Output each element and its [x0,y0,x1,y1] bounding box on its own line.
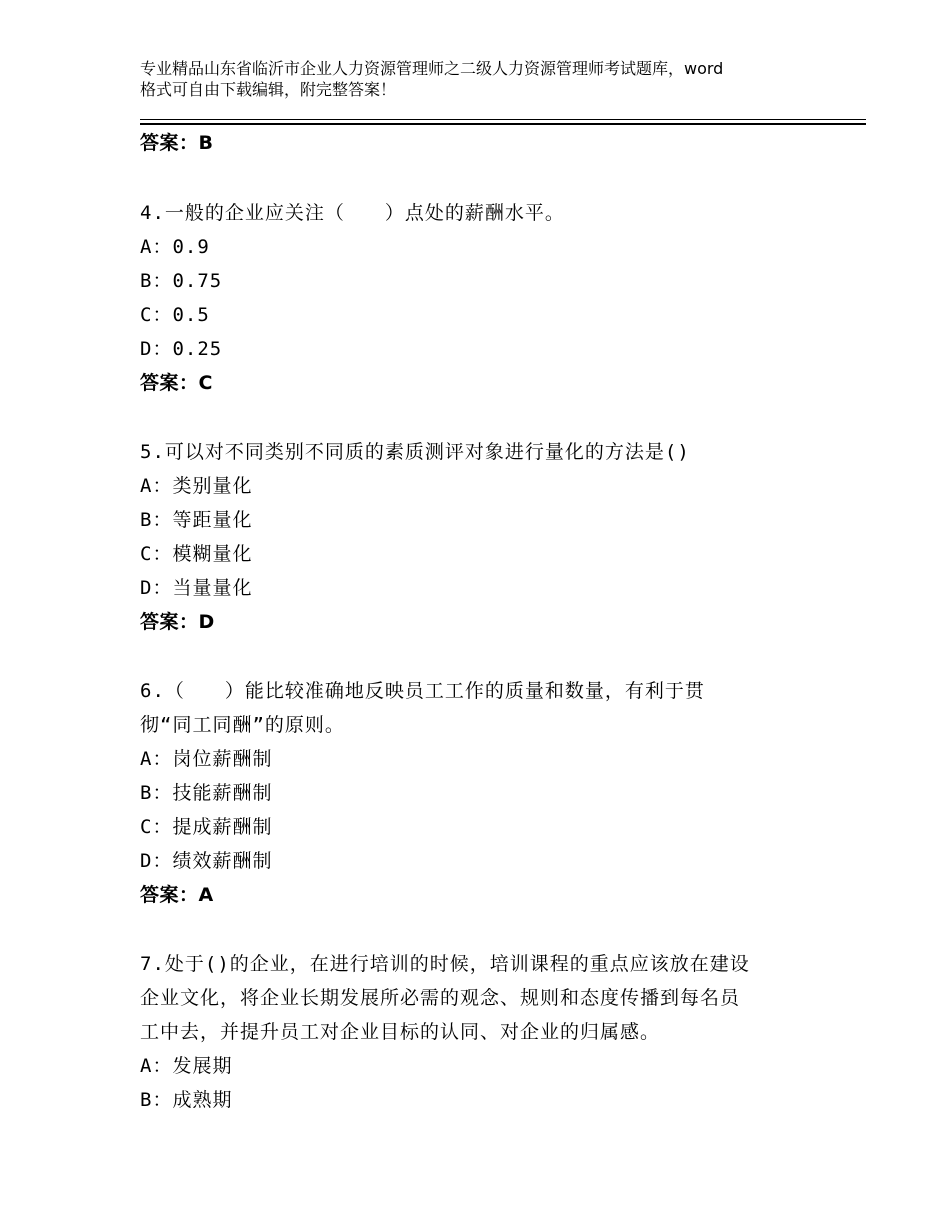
header-rule-thin [140,119,866,120]
header-line-2: 格式可自由下载编辑，附完整答案！ [140,80,397,99]
answer-line: 答案：B [140,132,214,154]
question-6-option-b: B：技能薪酬制 [140,782,273,804]
question-7-option-b: B：成熟期 [140,1089,233,1111]
question-5-option-a: A：类别量化 [140,475,253,497]
question-6-option-d: D：绩效薪酬制 [140,850,273,872]
header-rule-thick [140,123,866,125]
question-6-option-c: C：提成薪酬制 [140,816,273,838]
question-6-stem-line-2: 彻“同工同酬”的原则。 [140,714,345,736]
question-7-stem-line-1: 7.处于()的企业，在进行培训的时候，培训课程的重点应该放在建设 [140,953,750,975]
question-4-option-b: B：0.75 [140,270,223,292]
question-5-option-c: C：模糊量化 [140,543,253,565]
question-7-stem-line-3: 工中去，并提升员工对企业目标的认同、对企业的归属感。 [140,1021,661,1043]
question-5-stem: 5.可以对不同类别不同质的素质测评对象进行量化的方法是() [140,441,690,463]
question-7-option-a: A：发展期 [140,1055,233,1077]
question-5-answer: 答案：D [140,611,215,633]
question-6-option-a: A：岗位薪酬制 [140,748,273,770]
question-6-stem-line-1: 6.（ ）能比较准确地反映员工工作的质量和数量，有利于贯 [140,680,705,702]
question-4-stem: 4.一般的企业应关注（ ）点处的薪酬水平。 [140,202,565,224]
question-4-option-c: C：0.5 [140,304,210,326]
question-6-answer: 答案：A [140,884,214,906]
document-header [140,58,840,100]
question-4-option-a: A：0.9 [140,236,210,258]
question-4-option-d: D：0.25 [140,338,223,360]
header-line-1: 专业精品山东省临沂市企业人力资源管理师之二级人力资源管理师考试题库，word [140,59,724,78]
question-5-option-b: B：等距量化 [140,509,253,531]
question-7-stem-line-2: 企业文化，将企业长期发展所必需的观念、规则和态度传播到每名员 [140,987,741,1009]
question-5-option-d: D：当量量化 [140,577,253,599]
question-4-answer: 答案：C [140,372,213,394]
